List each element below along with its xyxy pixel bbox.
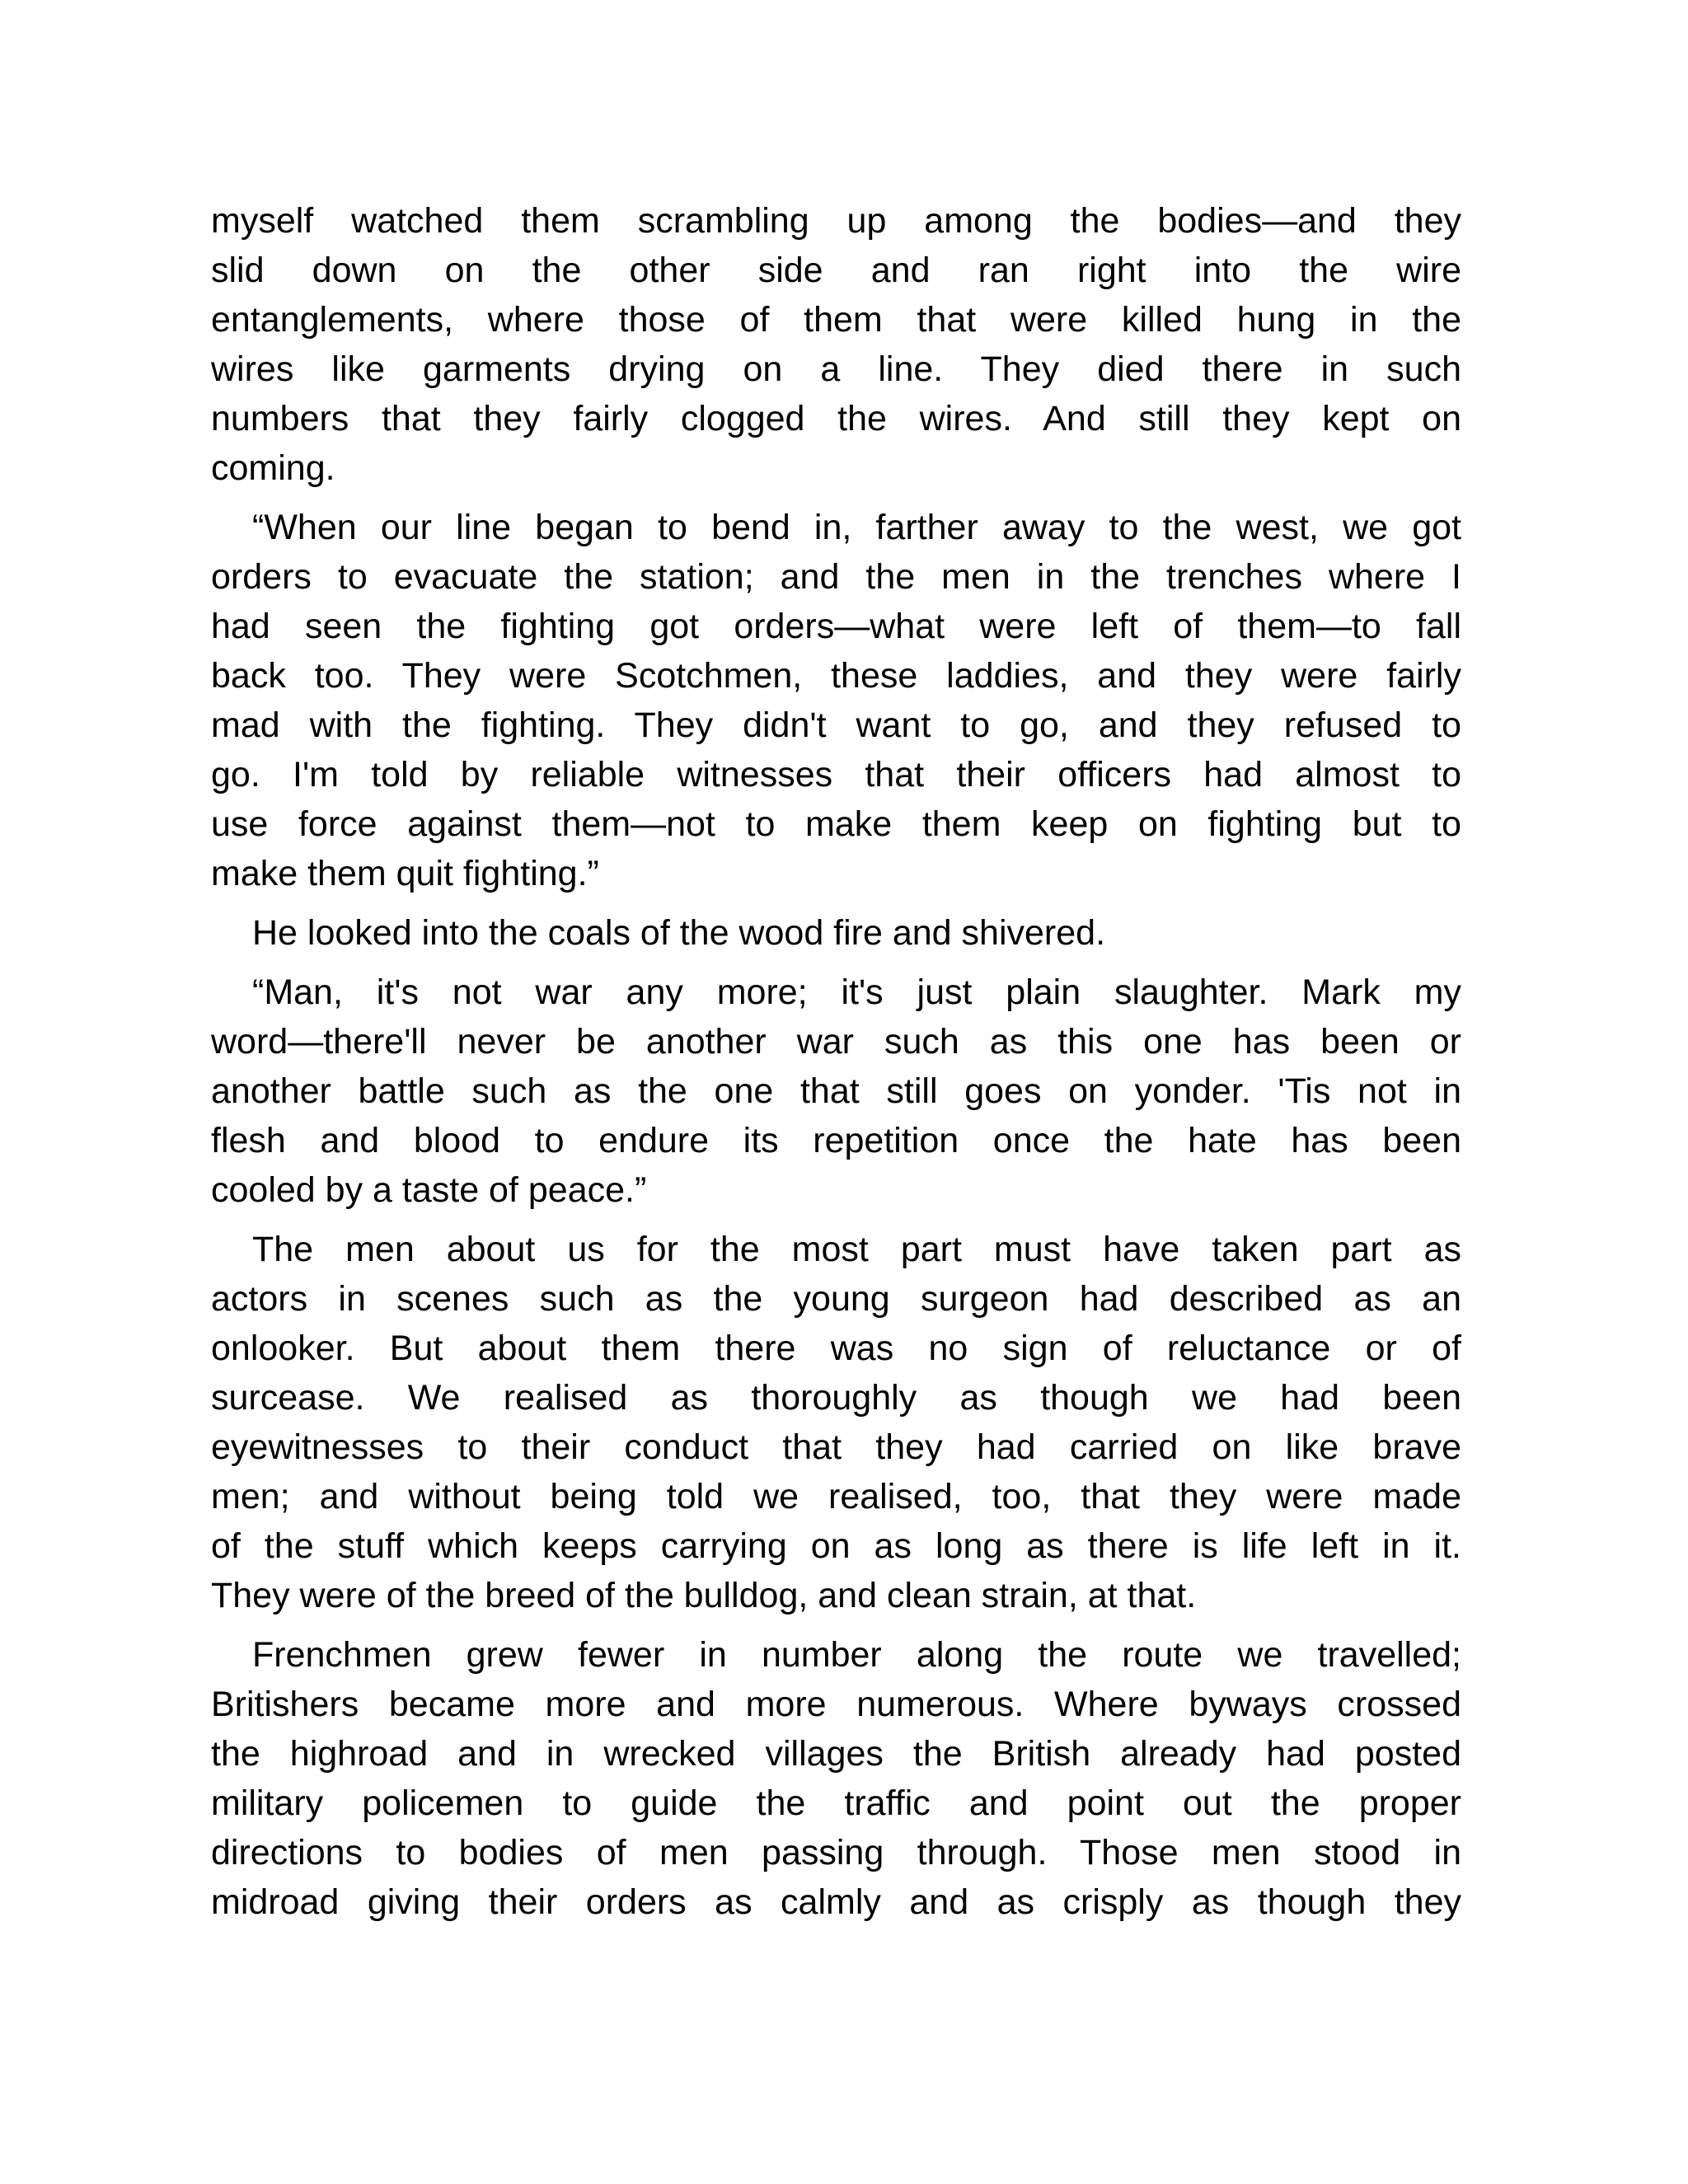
text-line: coming. bbox=[211, 448, 335, 488]
text-line: men; and without being told we realised, too, that they were made bbox=[211, 1477, 1461, 1516]
text-line: orders to evacuate the station; and the men in the trenches where I bbox=[211, 557, 1461, 597]
text-line: wires like garments drying on a line. They died there in such bbox=[211, 349, 1461, 389]
text-line: They were of the breed of the bulldog, and clean strain, at that. bbox=[211, 1576, 1197, 1615]
text-line: actors in scenes such as the young surgeon had described as an bbox=[211, 1279, 1461, 1319]
text-line: use force against them—not to make them keep on fighting but to bbox=[211, 804, 1461, 844]
text-line: cooled by a taste of peace.” bbox=[211, 1170, 647, 1210]
document-page bbox=[211, 196, 1461, 1937]
text-line: eyewitnesses to their conduct that they had carried on like brave bbox=[211, 1427, 1461, 1467]
text-line: He looked into the coals of the wood fire and shivered. bbox=[252, 913, 1106, 953]
text-line: The men about us for the most part must have taken part as bbox=[252, 1230, 1461, 1269]
text-line: of the stuff which keeps carrying on as long as there is life left in it. bbox=[211, 1526, 1461, 1566]
paragraph bbox=[211, 196, 1461, 493]
paragraph bbox=[211, 1630, 1461, 1927]
text-line: “Man, it's not war any more; it's just plain slaughter. Mark my bbox=[252, 972, 1461, 1012]
text-line: word—there'll never be another war such as this one has been or bbox=[211, 1022, 1461, 1062]
text-line: the highroad and in wrecked villages the British already had posted bbox=[211, 1734, 1461, 1774]
text-line: “When our line began to bend in, farther away to the west, we got bbox=[252, 508, 1461, 547]
paragraph bbox=[211, 968, 1461, 1215]
text-line: make them quit fighting.” bbox=[211, 854, 599, 893]
text-line: flesh and blood to endure its repetition once the hate has been bbox=[211, 1121, 1461, 1160]
text-line: Frenchmen grew fewer in number along the route we travelled; bbox=[252, 1635, 1461, 1675]
paragraph bbox=[211, 503, 1461, 898]
text-line: midroad giving their orders as calmly and as crisply as though they bbox=[211, 1882, 1461, 1922]
paragraph bbox=[211, 908, 1461, 958]
text-line: had seen the fighting got orders—what were left of them—to fall bbox=[211, 607, 1461, 646]
text-line: slid down on the other side and ran right into the wire bbox=[211, 251, 1461, 290]
text-line: myself watched them scrambling up among the bodies—and they bbox=[211, 201, 1461, 241]
text-line: onlooker. But about them there was no sign of reluctance or of bbox=[211, 1329, 1461, 1368]
text-line: Britishers became more and more numerous. Where byways crossed bbox=[211, 1685, 1461, 1724]
text-line: mad with the fighting. They didn't want to go, and they refused to bbox=[211, 705, 1461, 745]
text-line: numbers that they fairly clogged the wires. And still they kept on bbox=[211, 399, 1461, 438]
text-line: back too. They were Scotchmen, these laddies, and they were fairly bbox=[211, 656, 1461, 696]
text-line: military policemen to guide the traffic and point out the proper bbox=[211, 1783, 1461, 1823]
text-line: another battle such as the one that still goes on yonder. 'Tis not in bbox=[211, 1071, 1461, 1111]
paragraph bbox=[211, 1225, 1461, 1620]
text-line: directions to bodies of men passing through. Those men stood in bbox=[211, 1833, 1461, 1872]
text-line: go. I'm told by reliable witnesses that their officers had almost to bbox=[211, 755, 1461, 794]
text-line: entanglements, where those of them that were killed hung in the bbox=[211, 300, 1461, 340]
text-line: surcease. We realised as thoroughly as though we had been bbox=[211, 1378, 1461, 1418]
